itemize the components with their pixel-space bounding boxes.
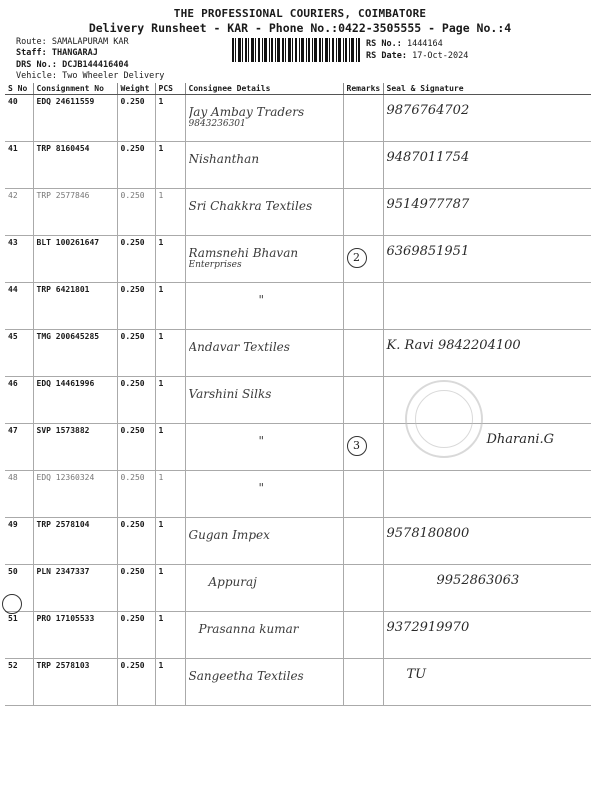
drs-label: DRS No.: xyxy=(16,60,57,70)
pcs-cell: 1 xyxy=(155,471,185,518)
weight-cell: 0.250 xyxy=(117,283,155,330)
rs-date-value: 17-Oct-2024 xyxy=(412,51,469,61)
consignee-name: Sangeetha Textiles xyxy=(188,669,304,683)
sno-cell: 49 xyxy=(5,518,33,565)
staff-label: Staff: xyxy=(16,48,47,58)
remarks-cell xyxy=(343,95,383,142)
consignee-cell xyxy=(185,471,343,518)
signature-cell xyxy=(383,612,591,659)
consignee-name: Appuraj xyxy=(208,575,257,589)
signature-cell xyxy=(383,518,591,565)
pcs-cell: 1 xyxy=(155,283,185,330)
consignee-note: 9843236301 xyxy=(188,119,246,129)
rs-no-line xyxy=(366,39,443,49)
remarks-cell xyxy=(343,424,383,471)
col-weight: Weight xyxy=(117,83,155,95)
signature-text: 9578180800 xyxy=(386,526,470,541)
col-signature: Seal & Signature xyxy=(383,83,591,95)
weight-cell: 0.250 xyxy=(117,471,155,518)
pcs-cell: 1 xyxy=(155,377,185,424)
consignee-name: " xyxy=(258,293,265,307)
remarks-cell xyxy=(343,236,383,283)
remarks-cell xyxy=(343,518,383,565)
remarks-cell xyxy=(343,471,383,518)
sno-cell: 40 xyxy=(5,95,33,142)
route-line xyxy=(16,37,129,47)
vehicle-value: Two Wheeler Delivery xyxy=(62,71,165,81)
pcs-cell: 1 xyxy=(155,189,185,236)
consignee-name: " xyxy=(258,434,265,448)
weight-cell: 0.250 xyxy=(117,330,155,377)
drs-line xyxy=(16,60,129,70)
table-row xyxy=(5,95,591,142)
table-header xyxy=(5,83,591,95)
staff-value: THANGARAJ xyxy=(51,48,98,58)
pcs-cell: 1 xyxy=(155,612,185,659)
signature-text: TU xyxy=(406,667,427,682)
signature-cell xyxy=(383,659,591,706)
signature-cell xyxy=(383,283,591,330)
consignee-cell xyxy=(185,659,343,706)
pcs-cell: 1 xyxy=(155,659,185,706)
weight-cell: 0.250 xyxy=(117,142,155,189)
signature-cell xyxy=(383,330,591,377)
table-row xyxy=(5,142,591,189)
table-row xyxy=(5,424,591,471)
weight-cell: 0.250 xyxy=(117,377,155,424)
consignment-cell: TRP 2577846 xyxy=(33,189,117,236)
consignee-cell xyxy=(185,424,343,471)
pcs-cell: 1 xyxy=(155,565,185,612)
consignment-cell: PLN 2347337 xyxy=(33,565,117,612)
remarks-cell xyxy=(343,189,383,236)
remarks-cell xyxy=(343,377,383,424)
signature-text: Dharani.G xyxy=(486,432,555,447)
signature-text: 9952863063 xyxy=(436,573,520,588)
barcode-icon xyxy=(232,38,360,62)
consignee-name: Nishanthan xyxy=(188,152,260,166)
consignee-cell xyxy=(185,377,343,424)
col-pcs: PCS xyxy=(155,83,185,95)
staff-line xyxy=(16,48,98,58)
sno-cell: 43 xyxy=(5,236,33,283)
remarks-cell xyxy=(343,142,383,189)
consignee-cell xyxy=(185,236,343,283)
company-title: THE PROFESSIONAL COURIERS, COIMBATORE xyxy=(173,7,427,20)
table-row xyxy=(5,612,591,659)
weight-cell: 0.250 xyxy=(117,518,155,565)
consignee-cell xyxy=(185,565,343,612)
signature-text: 6369851951 xyxy=(386,244,470,259)
remark-mark: 2 xyxy=(347,248,367,268)
sno-cell: 41 xyxy=(5,142,33,189)
table-row xyxy=(5,330,591,377)
sno-cell: 42 xyxy=(5,189,33,236)
runsheet-table xyxy=(5,83,591,706)
col-consignment: Consignment No xyxy=(33,83,117,95)
consignment-cell: TRP 6421801 xyxy=(33,283,117,330)
signature-text: 9372919970 xyxy=(386,620,470,635)
consignee-cell xyxy=(185,330,343,377)
rs-date-line xyxy=(366,51,468,61)
seal-stamp-icon xyxy=(405,380,483,458)
runsheet-subtitle: Delivery Runsheet - KAR - Phone No.:0422-3505555 - Page No.:4 xyxy=(88,21,512,35)
weight-cell: 0.250 xyxy=(117,659,155,706)
table-row xyxy=(5,565,591,612)
consignee-name: Gugan Impex xyxy=(188,528,270,542)
signature-cell xyxy=(383,565,591,612)
sno-cell: 52 xyxy=(5,659,33,706)
sno-cell: 48 xyxy=(5,471,33,518)
consignee-name: Sri Chakkra Textiles xyxy=(188,199,313,213)
sno-cell: 51 xyxy=(5,612,33,659)
table-row xyxy=(5,377,591,424)
weight-cell: 0.250 xyxy=(117,189,155,236)
sno-cell: 45 xyxy=(5,330,33,377)
table-row xyxy=(5,236,591,283)
weight-cell: 0.250 xyxy=(117,236,155,283)
col-remarks: Remarks xyxy=(343,83,383,95)
consignee-name: Varshini Silks xyxy=(188,387,272,401)
consignee-cell xyxy=(185,283,343,330)
consignment-cell: TRP 2578104 xyxy=(33,518,117,565)
consignee-name: Jay Ambay Traders xyxy=(188,105,305,119)
consignee-cell xyxy=(185,142,343,189)
rs-no-label: RS No.: xyxy=(366,39,402,49)
pcs-cell: 1 xyxy=(155,424,185,471)
signature-cell xyxy=(383,471,591,518)
consignment-cell: EDQ 24611559 xyxy=(33,95,117,142)
consignment-cell: TRP 2578103 xyxy=(33,659,117,706)
weight-cell: 0.250 xyxy=(117,565,155,612)
rs-no-value: 1444164 xyxy=(406,39,443,49)
sno-cell: 46 xyxy=(5,377,33,424)
consignee-note: Enterprises xyxy=(188,260,242,270)
signature-cell xyxy=(383,95,591,142)
table-row xyxy=(5,471,591,518)
consignment-cell: SVP 1573882 xyxy=(33,424,117,471)
signature-text: 9876764702 xyxy=(386,103,470,118)
remarks-cell xyxy=(343,330,383,377)
consignee-name: Andavar Textiles xyxy=(188,340,290,354)
consignment-cell: EDQ 14461996 xyxy=(33,377,117,424)
sno-cell: 47 xyxy=(5,424,33,471)
remark-mark: 3 xyxy=(347,436,367,456)
pcs-cell: 1 xyxy=(155,518,185,565)
remarks-cell xyxy=(343,612,383,659)
remarks-cell xyxy=(343,659,383,706)
signature-cell xyxy=(383,236,591,283)
route-label: Route: xyxy=(16,37,47,47)
weight-cell: 0.250 xyxy=(117,424,155,471)
pcs-cell: 1 xyxy=(155,236,185,283)
weight-cell: 0.250 xyxy=(117,612,155,659)
signature-text: 9514977787 xyxy=(386,197,470,212)
signature-text: 9487011754 xyxy=(386,150,470,165)
rs-date-label: RS Date: xyxy=(366,51,407,61)
signature-text: K. Ravi 9842204100 xyxy=(386,338,521,353)
consignee-name: " xyxy=(258,481,265,495)
sno-cell: 50 xyxy=(5,565,33,612)
table-row xyxy=(5,283,591,330)
consignment-cell: PRO 17105533 xyxy=(33,612,117,659)
col-consignee: Consignee Details xyxy=(185,83,343,95)
remarks-cell xyxy=(343,283,383,330)
consignment-cell: BLT 100261647 xyxy=(33,236,117,283)
circled-row-mark-icon xyxy=(2,594,22,614)
sno-cell: 44 xyxy=(5,283,33,330)
vehicle-line xyxy=(16,71,164,81)
consignee-cell xyxy=(185,612,343,659)
signature-cell xyxy=(383,142,591,189)
vehicle-label: Vehicle: xyxy=(16,71,57,81)
drs-value: DCJB144416404 xyxy=(62,60,129,70)
consignment-cell: TMG 200645285 xyxy=(33,330,117,377)
pcs-cell: 1 xyxy=(155,330,185,377)
consignment-cell: TRP 8160454 xyxy=(33,142,117,189)
consignee-cell xyxy=(185,189,343,236)
table-row xyxy=(5,659,591,706)
consignee-cell xyxy=(185,95,343,142)
remarks-cell xyxy=(343,565,383,612)
signature-cell xyxy=(383,189,591,236)
col-sno: S No xyxy=(5,83,33,95)
consignee-cell xyxy=(185,518,343,565)
consignment-cell: EDQ 12360324 xyxy=(33,471,117,518)
table-row xyxy=(5,189,591,236)
pcs-cell: 1 xyxy=(155,142,185,189)
route-value: SAMALAPURAM KAR xyxy=(51,37,129,47)
consignee-name: Prasanna kumar xyxy=(198,622,299,636)
table-row xyxy=(5,518,591,565)
consignee-name: Ramsnehi Bhavan xyxy=(188,246,299,260)
weight-cell: 0.250 xyxy=(117,95,155,142)
pcs-cell: 1 xyxy=(155,95,185,142)
